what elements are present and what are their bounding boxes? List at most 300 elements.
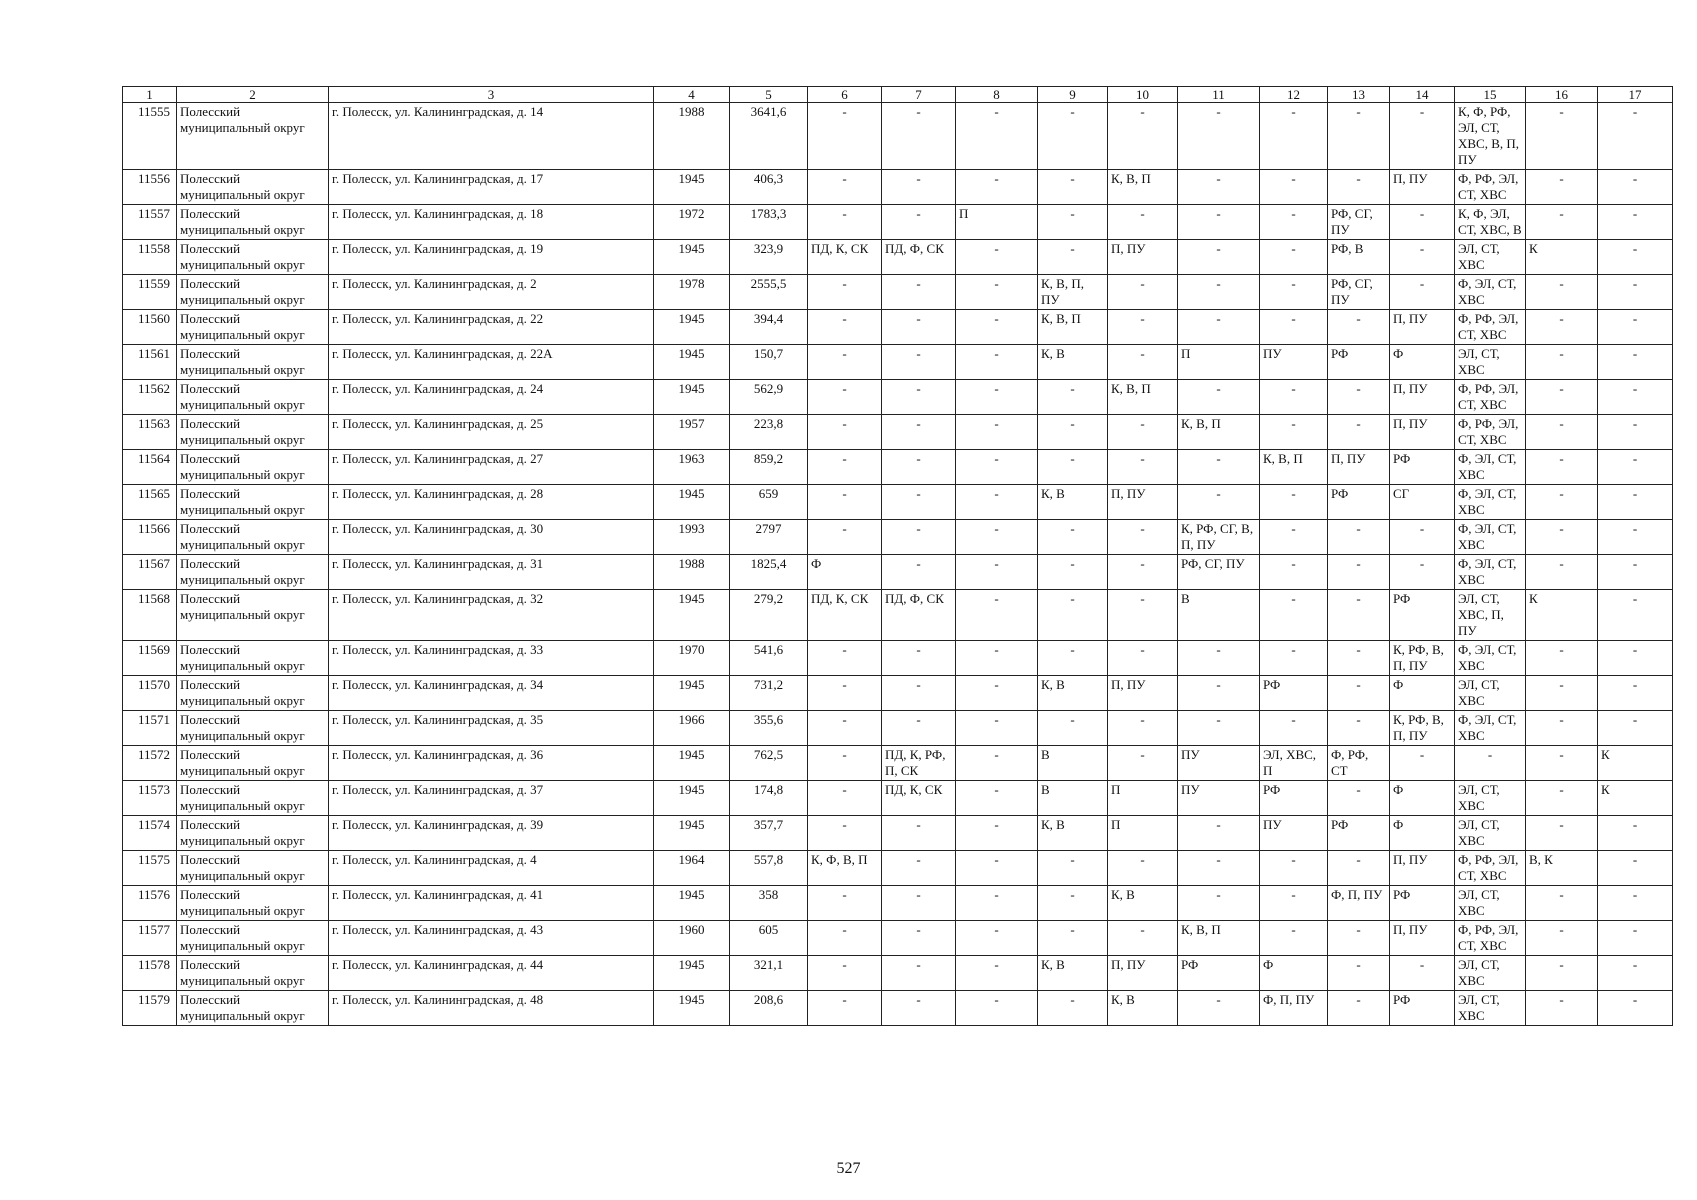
cell-col-3: г. Полесск, ул. Калининградская, д. 2 — [329, 275, 654, 310]
cell-col-16: - — [1526, 956, 1598, 991]
cell-col-2: Полесский муниципальный округ — [177, 103, 329, 170]
cell-col-15: К, Ф, РФ, ЭЛ, СТ, ХВС, В, П, ПУ — [1455, 103, 1526, 170]
cell-col-11: К, РФ, СГ, В, П, ПУ — [1178, 520, 1260, 555]
cell-col-9: - — [1038, 921, 1108, 956]
cell-col-1: 11562 — [123, 380, 177, 415]
cell-col-9: - — [1038, 590, 1108, 641]
cell-col-13: - — [1328, 380, 1390, 415]
cell-col-7: - — [882, 711, 956, 746]
cell-col-17: - — [1598, 310, 1673, 345]
cell-col-10: П, ПУ — [1108, 485, 1178, 520]
cell-col-2: Полесский муниципальный округ — [177, 380, 329, 415]
cell-col-9: - — [1038, 641, 1108, 676]
cell-col-9: - — [1038, 170, 1108, 205]
cell-col-12: - — [1260, 590, 1328, 641]
cell-col-1: 11572 — [123, 746, 177, 781]
cell-col-17: - — [1598, 345, 1673, 380]
cell-col-16: - — [1526, 275, 1598, 310]
cell-col-1: 11570 — [123, 676, 177, 711]
cell-col-14: П, ПУ — [1390, 170, 1455, 205]
cell-col-16: - — [1526, 205, 1598, 240]
cell-col-7: - — [882, 275, 956, 310]
cell-col-12: - — [1260, 415, 1328, 450]
cell-col-9: К, В — [1038, 676, 1108, 711]
cell-col-6: - — [808, 170, 882, 205]
cell-col-14: - — [1390, 103, 1455, 170]
cell-col-9: К, В — [1038, 485, 1108, 520]
cell-col-7: - — [882, 676, 956, 711]
cell-col-16: К — [1526, 240, 1598, 275]
cell-col-8: - — [956, 676, 1038, 711]
cell-col-7: - — [882, 103, 956, 170]
cell-col-9: - — [1038, 103, 1108, 170]
cell-col-14: РФ — [1390, 590, 1455, 641]
cell-col-6: К, Ф, В, П — [808, 851, 882, 886]
cell-col-7: - — [882, 816, 956, 851]
cell-col-5: 659 — [730, 485, 808, 520]
table-row — [123, 555, 1673, 590]
cell-col-4: 1978 — [654, 275, 730, 310]
cell-col-15: ЭЛ, СТ, ХВС — [1455, 956, 1526, 991]
cell-col-13: РФ — [1328, 816, 1390, 851]
cell-col-12: - — [1260, 711, 1328, 746]
cell-col-12: - — [1260, 555, 1328, 590]
cell-col-4: 1963 — [654, 450, 730, 485]
cell-col-6: - — [808, 991, 882, 1026]
cell-col-2: Полесский муниципальный округ — [177, 816, 329, 851]
cell-col-14: Ф — [1390, 781, 1455, 816]
table-row — [123, 746, 1673, 781]
column-number-13: 13 — [1328, 87, 1390, 103]
cell-col-12: - — [1260, 310, 1328, 345]
cell-col-14: Ф — [1390, 345, 1455, 380]
cell-col-17: - — [1598, 415, 1673, 450]
cell-col-14: РФ — [1390, 991, 1455, 1026]
cell-col-4: 1960 — [654, 921, 730, 956]
cell-col-9: - — [1038, 555, 1108, 590]
cell-col-3: г. Полесск, ул. Калининградская, д. 25 — [329, 415, 654, 450]
cell-col-13: - — [1328, 103, 1390, 170]
cell-col-9: - — [1038, 450, 1108, 485]
cell-col-3: г. Полесск, ул. Калининградская, д. 22 — [329, 310, 654, 345]
cell-col-4: 1970 — [654, 641, 730, 676]
cell-col-11: К, В, П — [1178, 921, 1260, 956]
cell-col-5: 406,3 — [730, 170, 808, 205]
table-row — [123, 590, 1673, 641]
cell-col-12: - — [1260, 240, 1328, 275]
cell-col-5: 323,9 — [730, 240, 808, 275]
cell-col-9: - — [1038, 380, 1108, 415]
cell-col-5: 2797 — [730, 520, 808, 555]
cell-col-4: 1988 — [654, 555, 730, 590]
cell-col-13: - — [1328, 310, 1390, 345]
cell-col-10: К, В, П — [1108, 380, 1178, 415]
table-row — [123, 275, 1673, 310]
cell-col-2: Полесский муниципальный округ — [177, 310, 329, 345]
cell-col-17: К — [1598, 781, 1673, 816]
cell-col-17: - — [1598, 676, 1673, 711]
cell-col-6: - — [808, 275, 882, 310]
cell-col-4: 1945 — [654, 345, 730, 380]
cell-col-6: - — [808, 886, 882, 921]
cell-col-8: - — [956, 711, 1038, 746]
cell-col-5: 859,2 — [730, 450, 808, 485]
cell-col-14: П, ПУ — [1390, 310, 1455, 345]
cell-col-3: г. Полесск, ул. Калининградская, д. 43 — [329, 921, 654, 956]
cell-col-7: - — [882, 310, 956, 345]
cell-col-11: - — [1178, 205, 1260, 240]
cell-col-14: - — [1390, 555, 1455, 590]
cell-col-8: П — [956, 205, 1038, 240]
table-row — [123, 956, 1673, 991]
cell-col-1: 11564 — [123, 450, 177, 485]
cell-col-13: - — [1328, 641, 1390, 676]
cell-col-4: 1945 — [654, 991, 730, 1026]
cell-col-8: - — [956, 746, 1038, 781]
cell-col-17: - — [1598, 641, 1673, 676]
table-row — [123, 103, 1673, 170]
cell-col-1: 11569 — [123, 641, 177, 676]
cell-col-5: 223,8 — [730, 415, 808, 450]
cell-col-9: - — [1038, 886, 1108, 921]
cell-col-2: Полесский муниципальный округ — [177, 886, 329, 921]
cell-col-17: - — [1598, 240, 1673, 275]
cell-col-13: Ф, П, ПУ — [1328, 886, 1390, 921]
cell-col-3: г. Полесск, ул. Калининградская, д. 28 — [329, 485, 654, 520]
column-number-17: 17 — [1598, 87, 1673, 103]
cell-col-11: - — [1178, 103, 1260, 170]
cell-col-7: - — [882, 641, 956, 676]
cell-col-4: 1945 — [654, 590, 730, 641]
cell-col-11: - — [1178, 240, 1260, 275]
cell-col-8: - — [956, 345, 1038, 380]
cell-col-14: - — [1390, 240, 1455, 275]
table-row — [123, 921, 1673, 956]
cell-col-3: г. Полесск, ул. Калининградская, д. 36 — [329, 746, 654, 781]
cell-col-1: 11574 — [123, 816, 177, 851]
cell-col-3: г. Полесск, ул. Калининградская, д. 17 — [329, 170, 654, 205]
cell-col-2: Полесский муниципальный округ — [177, 781, 329, 816]
cell-col-13: РФ, СГ, ПУ — [1328, 275, 1390, 310]
table-row — [123, 711, 1673, 746]
cell-col-6: - — [808, 641, 882, 676]
cell-col-10: - — [1108, 415, 1178, 450]
cell-col-11: В — [1178, 590, 1260, 641]
cell-col-14: РФ — [1390, 886, 1455, 921]
cell-col-7: ПД, К, СК — [882, 781, 956, 816]
cell-col-8: - — [956, 991, 1038, 1026]
cell-col-17: - — [1598, 380, 1673, 415]
cell-col-5: 208,6 — [730, 991, 808, 1026]
cell-col-13: - — [1328, 676, 1390, 711]
cell-col-13: П, ПУ — [1328, 450, 1390, 485]
column-number-16: 16 — [1526, 87, 1598, 103]
cell-col-17: - — [1598, 590, 1673, 641]
cell-col-10: - — [1108, 275, 1178, 310]
cell-col-4: 1993 — [654, 520, 730, 555]
cell-col-7: - — [882, 450, 956, 485]
cell-col-9: - — [1038, 205, 1108, 240]
table-row — [123, 816, 1673, 851]
cell-col-5: 279,2 — [730, 590, 808, 641]
cell-col-15: Ф, ЭЛ, СТ, ХВС — [1455, 711, 1526, 746]
cell-col-8: - — [956, 781, 1038, 816]
cell-col-6: - — [808, 485, 882, 520]
cell-col-8: - — [956, 851, 1038, 886]
cell-col-1: 11556 — [123, 170, 177, 205]
cell-col-10: П, ПУ — [1108, 240, 1178, 275]
table-row — [123, 170, 1673, 205]
cell-col-2: Полесский муниципальный округ — [177, 275, 329, 310]
cell-col-11: - — [1178, 380, 1260, 415]
table-row — [123, 485, 1673, 520]
cell-col-5: 762,5 — [730, 746, 808, 781]
cell-col-11: ПУ — [1178, 746, 1260, 781]
cell-col-16: - — [1526, 816, 1598, 851]
table-row — [123, 380, 1673, 415]
cell-col-5: 2555,5 — [730, 275, 808, 310]
cell-col-12: - — [1260, 921, 1328, 956]
cell-col-14: Ф — [1390, 816, 1455, 851]
cell-col-17: - — [1598, 921, 1673, 956]
cell-col-1: 11560 — [123, 310, 177, 345]
cell-col-2: Полесский муниципальный округ — [177, 921, 329, 956]
cell-col-3: г. Полесск, ул. Калининградская, д. 24 — [329, 380, 654, 415]
cell-col-5: 731,2 — [730, 676, 808, 711]
cell-col-10: - — [1108, 746, 1178, 781]
cell-col-7: - — [882, 205, 956, 240]
column-number-14: 14 — [1390, 87, 1455, 103]
cell-col-7: - — [882, 851, 956, 886]
cell-col-16: - — [1526, 746, 1598, 781]
cell-col-16: - — [1526, 345, 1598, 380]
cell-col-1: 11579 — [123, 991, 177, 1026]
cell-col-6: - — [808, 956, 882, 991]
cell-col-3: г. Полесск, ул. Калининградская, д. 37 — [329, 781, 654, 816]
cell-col-16: - — [1526, 641, 1598, 676]
table-row — [123, 851, 1673, 886]
cell-col-6: - — [808, 205, 882, 240]
cell-col-4: 1945 — [654, 956, 730, 991]
cell-col-10: П, ПУ — [1108, 956, 1178, 991]
cell-col-11: К, В, П — [1178, 415, 1260, 450]
cell-col-15: Ф, ЭЛ, СТ, ХВС — [1455, 275, 1526, 310]
table-row — [123, 991, 1673, 1026]
cell-col-5: 321,1 — [730, 956, 808, 991]
cell-col-4: 1945 — [654, 170, 730, 205]
cell-col-15: Ф, РФ, ЭЛ, СТ, ХВС — [1455, 415, 1526, 450]
cell-col-12: - — [1260, 103, 1328, 170]
cell-col-16: - — [1526, 170, 1598, 205]
cell-col-12: Ф — [1260, 956, 1328, 991]
cell-col-3: г. Полесск, ул. Калининградская, д. 4 — [329, 851, 654, 886]
cell-col-3: г. Полесск, ул. Калининградская, д. 35 — [329, 711, 654, 746]
cell-col-10: П — [1108, 781, 1178, 816]
cell-col-2: Полесский муниципальный округ — [177, 485, 329, 520]
cell-col-5: 541,6 — [730, 641, 808, 676]
cell-col-10: К, В — [1108, 886, 1178, 921]
cell-col-2: Полесский муниципальный округ — [177, 956, 329, 991]
table-row — [123, 415, 1673, 450]
cell-col-5: 605 — [730, 921, 808, 956]
cell-col-16: - — [1526, 450, 1598, 485]
cell-col-4: 1988 — [654, 103, 730, 170]
cell-col-16: - — [1526, 555, 1598, 590]
cell-col-13: - — [1328, 851, 1390, 886]
cell-col-10: П, ПУ — [1108, 676, 1178, 711]
cell-col-9: К, В, П, ПУ — [1038, 275, 1108, 310]
cell-col-3: г. Полесск, ул. Калининградская, д. 30 — [329, 520, 654, 555]
cell-col-11: РФ — [1178, 956, 1260, 991]
cell-col-15: Ф, РФ, ЭЛ, СТ, ХВС — [1455, 921, 1526, 956]
cell-col-15: Ф, РФ, ЭЛ, СТ, ХВС — [1455, 380, 1526, 415]
cell-col-16: - — [1526, 380, 1598, 415]
cell-col-6: - — [808, 380, 882, 415]
cell-col-11: - — [1178, 711, 1260, 746]
cell-col-15: Ф, ЭЛ, СТ, ХВС — [1455, 520, 1526, 555]
cell-col-17: - — [1598, 711, 1673, 746]
cell-col-11: П — [1178, 345, 1260, 380]
cell-col-13: РФ, В — [1328, 240, 1390, 275]
cell-col-16: - — [1526, 676, 1598, 711]
table-body — [123, 103, 1673, 1026]
cell-col-14: - — [1390, 520, 1455, 555]
cell-col-3: г. Полесск, ул. Калининградская, д. 44 — [329, 956, 654, 991]
cell-col-5: 562,9 — [730, 380, 808, 415]
cell-col-9: К, В — [1038, 345, 1108, 380]
cell-col-3: г. Полесск, ул. Калининградская, д. 22А — [329, 345, 654, 380]
cell-col-4: 1945 — [654, 746, 730, 781]
cell-col-10: - — [1108, 345, 1178, 380]
cell-col-7: - — [882, 921, 956, 956]
cell-col-1: 11563 — [123, 415, 177, 450]
cell-col-2: Полесский муниципальный округ — [177, 991, 329, 1026]
cell-col-1: 11571 — [123, 711, 177, 746]
cell-col-17: - — [1598, 555, 1673, 590]
cell-col-15: Ф, РФ, ЭЛ, СТ, ХВС — [1455, 851, 1526, 886]
cell-col-6: - — [808, 921, 882, 956]
cell-col-1: 11558 — [123, 240, 177, 275]
column-number-9: 9 — [1038, 87, 1108, 103]
cell-col-14: - — [1390, 275, 1455, 310]
cell-col-1: 11557 — [123, 205, 177, 240]
cell-col-15: ЭЛ, СТ, ХВС, П, ПУ — [1455, 590, 1526, 641]
cell-col-1: 11559 — [123, 275, 177, 310]
cell-col-12: РФ — [1260, 781, 1328, 816]
cell-col-11: - — [1178, 816, 1260, 851]
cell-col-7: - — [882, 520, 956, 555]
cell-col-11: - — [1178, 170, 1260, 205]
cell-col-16: - — [1526, 991, 1598, 1026]
cell-col-13: - — [1328, 921, 1390, 956]
cell-col-8: - — [956, 103, 1038, 170]
cell-col-13: - — [1328, 991, 1390, 1026]
cell-col-8: - — [956, 380, 1038, 415]
cell-col-5: 357,7 — [730, 816, 808, 851]
cell-col-15: ЭЛ, СТ, ХВС — [1455, 240, 1526, 275]
cell-col-7: ПД, Ф, СК — [882, 240, 956, 275]
cell-col-6: - — [808, 676, 882, 711]
cell-col-4: 1945 — [654, 380, 730, 415]
cell-col-5: 557,8 — [730, 851, 808, 886]
cell-col-8: - — [956, 886, 1038, 921]
cell-col-5: 174,8 — [730, 781, 808, 816]
cell-col-11: - — [1178, 886, 1260, 921]
cell-col-14: РФ — [1390, 450, 1455, 485]
cell-col-4: 1945 — [654, 781, 730, 816]
column-number-2: 2 — [177, 87, 329, 103]
cell-col-10: - — [1108, 851, 1178, 886]
cell-col-8: - — [956, 555, 1038, 590]
cell-col-12: ПУ — [1260, 816, 1328, 851]
cell-col-1: 11555 — [123, 103, 177, 170]
cell-col-13: - — [1328, 170, 1390, 205]
page-number: 527 — [836, 1160, 861, 1177]
cell-col-17: К — [1598, 746, 1673, 781]
cell-col-15: ЭЛ, СТ, ХВС — [1455, 345, 1526, 380]
cell-col-8: - — [956, 956, 1038, 991]
cell-col-11: - — [1178, 450, 1260, 485]
cell-col-2: Полесский муниципальный округ — [177, 641, 329, 676]
column-number-3: 3 — [329, 87, 654, 103]
cell-col-3: г. Полесск, ул. Калининградская, д. 31 — [329, 555, 654, 590]
cell-col-7: - — [882, 415, 956, 450]
cell-col-4: 1972 — [654, 205, 730, 240]
cell-col-15: К, Ф, ЭЛ, СТ, ХВС, В — [1455, 205, 1526, 240]
cell-col-16: - — [1526, 520, 1598, 555]
cell-col-13: - — [1328, 555, 1390, 590]
column-number-1: 1 — [123, 87, 177, 103]
cell-col-2: Полесский муниципальный округ — [177, 170, 329, 205]
cell-col-13: - — [1328, 590, 1390, 641]
cell-col-14: П, ПУ — [1390, 380, 1455, 415]
cell-col-8: - — [956, 485, 1038, 520]
column-number-11: 11 — [1178, 87, 1260, 103]
cell-col-16: - — [1526, 886, 1598, 921]
cell-col-12: Ф, П, ПУ — [1260, 991, 1328, 1026]
cell-col-2: Полесский муниципальный округ — [177, 205, 329, 240]
cell-col-6: - — [808, 520, 882, 555]
cell-col-13: - — [1328, 520, 1390, 555]
cell-col-1: 11577 — [123, 921, 177, 956]
column-number-15: 15 — [1455, 87, 1526, 103]
cell-col-14: - — [1390, 205, 1455, 240]
cell-col-3: г. Полесск, ул. Калининградская, д. 27 — [329, 450, 654, 485]
cell-col-7: - — [882, 345, 956, 380]
cell-col-2: Полесский муниципальный округ — [177, 746, 329, 781]
cell-col-8: - — [956, 275, 1038, 310]
column-number-8: 8 — [956, 87, 1038, 103]
cell-col-1: 11565 — [123, 485, 177, 520]
cell-col-10: К, В, П — [1108, 170, 1178, 205]
cell-col-3: г. Полесск, ул. Калининградская, д. 34 — [329, 676, 654, 711]
cell-col-12: - — [1260, 275, 1328, 310]
cell-col-7: ПД, К, РФ, П, СК — [882, 746, 956, 781]
column-number-10: 10 — [1108, 87, 1178, 103]
cell-col-17: - — [1598, 956, 1673, 991]
cell-col-13: - — [1328, 711, 1390, 746]
cell-col-11: ПУ — [1178, 781, 1260, 816]
cell-col-10: - — [1108, 641, 1178, 676]
cell-col-7: - — [882, 956, 956, 991]
cell-col-8: - — [956, 170, 1038, 205]
cell-col-13: Ф, РФ, СТ — [1328, 746, 1390, 781]
table-row — [123, 205, 1673, 240]
cell-col-6: - — [808, 816, 882, 851]
table-row — [123, 641, 1673, 676]
cell-col-10: - — [1108, 711, 1178, 746]
cell-col-3: г. Полесск, ул. Калининградская, д. 39 — [329, 816, 654, 851]
